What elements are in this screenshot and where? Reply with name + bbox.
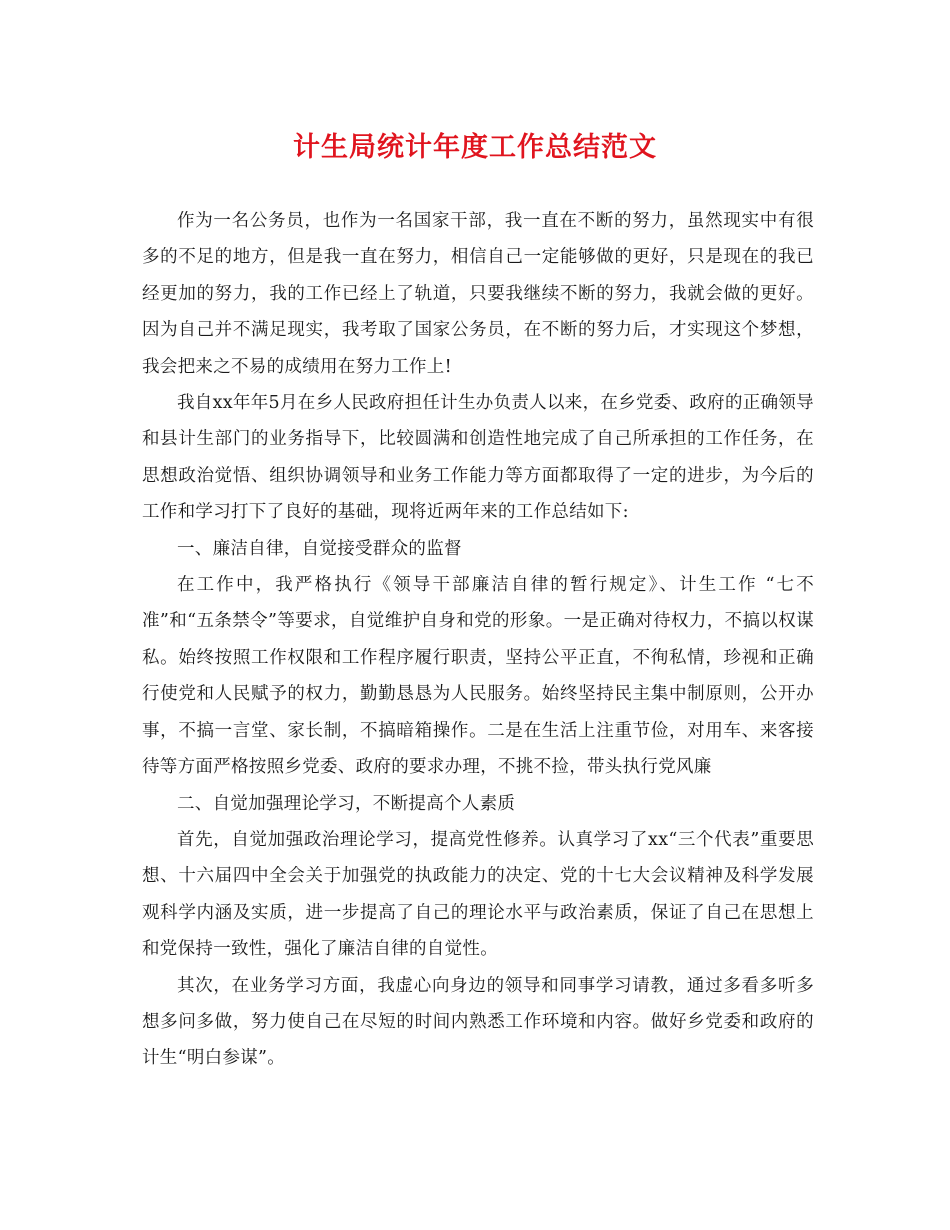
section-heading-1: 一、廉洁自律，自觉接受群众的监督 <box>177 538 462 559</box>
paragraph-theory-study: 首先，自觉加强政治理论学习，提高党性修养。认真学习了xx“三个代表”重要思想、十六届四中全会关于加强党的执政能力的决定、党的十七大会议精神及科学发展观科学内涵及实质，进一步提高了自己的理论水平与政治素质，保证了自己在思想上和党保持一致性，强化了廉洁自律的自觉性。 <box>142 829 814 960</box>
paragraph-integrity: 在工作中，我严格执行《领导干部廉洁自律的暂行规定》、计生工作 “七不准”和“五条禁令”等要求，自觉维护自身和党的形象。一是正确对待权力，不搞以权谋私。始终按照工作权限和工作程序履行职责，坚持公平正直，不徇私情，珍视和正确行使党和人民赋予的权力，勤勤恳恳为人民服务。始终坚持民主集中制原则，公开办事，不搞一言堂、家长制，不搞暗箱操作。二是在生活上注重节俭，对用车、来客接待等方面严格按照乡党委、政府的要求办理，不挑不捡，带头执行党风廉 <box>142 575 814 778</box>
document-title: 计生局统计年度工作总结范文 <box>293 132 657 163</box>
document-body <box>142 203 814 1077</box>
paragraph-background: 我自xx年年5月在乡人民政府担任计生办负责人以来，在乡党委、政府的正确领导和县计生部门的业务指导下，比较圆满和创造性地完成了自己所承担的工作任务，在思想政治觉悟、组织协调领导和业务工作能力等方面都取得了一定的进步，为今后的工作和学习打下了良好的基础，现将近两年来的工作总结如下: <box>142 393 814 523</box>
paragraph-business-study: 其次，在业务学习方面，我虚心向身边的领导和同事学习请教，通过多看多听多想多问多做，努力使自己在尽短的时间内熟悉工作环境和内容。做好乡党委和政府的计生“明白参谋”。 <box>142 975 814 1069</box>
section-heading-2: 二、自觉加强理论学习，不断提高个人素质 <box>177 793 516 814</box>
paragraph-intro: 作为一名公务员，也作为一名国家干部，我一直在不断的努力，虽然现实中有很多的不足的地方，但是我一直在努力，相信自己一定能够做的更好，只是现在的我已经更加的努力，我的工作已经上了轨道，只要我继续不断的努力，我就会做的更好。因为自己并不满足现实，我考取了国家公务员，在不断的努力后，才实现这个梦想，我会把来之不易的成绩用在努力工作上! <box>142 211 814 377</box>
